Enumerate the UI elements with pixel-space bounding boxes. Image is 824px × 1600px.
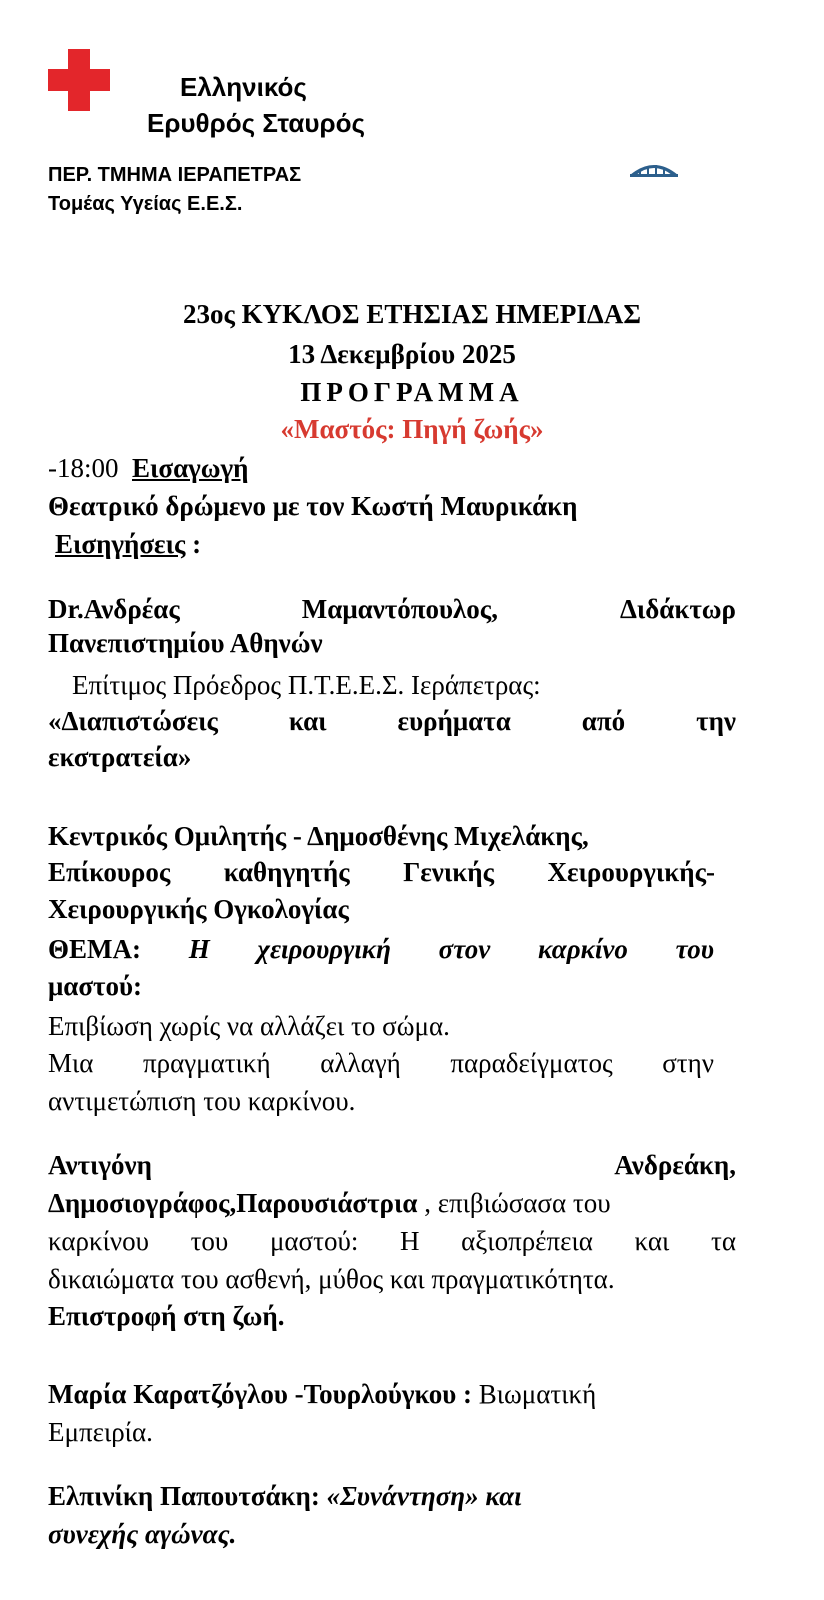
speaker2-desc2-line: [48, 1047, 714, 1079]
speaker3-topic-word: Η: [399, 1226, 420, 1256]
speaker2-word: Επίκουρος: [48, 857, 171, 887]
speaker3-topic-end: Επιστροφή στη ζωή.: [48, 1301, 285, 1331]
speaker1-topic-line: [48, 705, 736, 737]
speaker2-desc-word: παραδείγματος: [450, 1048, 613, 1078]
speaker5-name: Ελπινίκη Παπουτσάκη:: [48, 1481, 320, 1511]
speaker3-topic-word: και: [634, 1226, 670, 1256]
intro-time: -18:00: [48, 453, 119, 483]
speaker2-desc-word: Μια: [48, 1048, 94, 1078]
speaker2-desc3: αντιμετώπιση του καρκίνου.: [48, 1086, 356, 1116]
speaker2-theme-word: του: [675, 934, 714, 964]
speaker3-topic-word: αξιοπρέπεια: [461, 1226, 593, 1256]
speaker2-desc1: Επιβίωση χωρίς να αλλάζει το σώμα.: [48, 1011, 450, 1041]
speaker5-topic: «Συνάντηση» και: [319, 1481, 522, 1511]
speaker2-word: Χειρουργικής-: [547, 857, 715, 887]
speaker3-role-rest: , επιβιώσασα του: [417, 1188, 611, 1218]
speaker2-theme-end: μαστού:: [48, 971, 143, 1001]
speaker1-word: Μαμαντόπουλος,: [301, 594, 498, 624]
org-name-line2: Ερυθρός Σταυρός: [147, 108, 365, 138]
speaker5-line: [48, 1480, 522, 1512]
speaker1-role: Επίτιμος Πρόεδρος Π.Τ.Ε.Ε.Σ. Ιεράπετρας:: [72, 670, 541, 700]
speaker1-topic-word: και: [288, 706, 327, 736]
department-line2: Τομέας Υγείας Ε.Ε.Σ.: [48, 193, 243, 215]
intro-line: [48, 452, 248, 484]
event-title: 23ος ΚΥΚΛΟΣ ΕΤΗΣΙΑΣ ΗΜΕΡΙΔΑΣ: [183, 299, 641, 329]
talks-heading: [55, 528, 201, 560]
speaker2-desc-word: αλλαγή: [320, 1048, 401, 1078]
event-subtitle: «Μαστός: Πηγή ζωής»: [280, 414, 544, 444]
speaker2-desc-word: στην: [662, 1048, 714, 1078]
theatre-line: Θεατρικό δρώμενο με τον Κωστή Μαυρικάκη: [48, 491, 578, 521]
program-heading: ΠΡΟΓΡΑΜΜΑ: [300, 377, 524, 407]
speaker3-topic-line: [48, 1225, 736, 1257]
org-name-line1: Ελληνικός: [180, 72, 307, 102]
speaker2-theme-word: χειρουργική: [257, 934, 391, 964]
speaker2-theme-line: [48, 933, 714, 965]
partner-logo-icon: [628, 159, 680, 179]
speaker1-topic-word: από: [581, 706, 626, 736]
speaker2-theme-word: καρκίνο: [537, 934, 628, 964]
talks-label: Εισηγήσεις: [55, 529, 186, 559]
speaker3-topic-word: μαστού:: [269, 1226, 359, 1256]
event-date: 13 Δεκεμβρίου 2025: [288, 339, 516, 369]
red-cross-logo-horizontal: [48, 69, 110, 91]
speaker3-topic-cont: δικαιώματα του ασθενή, μύθος και πραγματικότητα.: [48, 1264, 615, 1294]
speaker4-name: Μαρία Καρατζόγλου -Τουρλούγκου :: [48, 1379, 472, 1409]
speaker2-theme-word: ΘΕΜΑ:: [48, 934, 141, 964]
speaker3-last-name: Ανδρεάκη,: [614, 1150, 736, 1180]
speaker1-topic-end: εκστρατεία»: [48, 742, 192, 772]
speaker4-desc-end: Εμπειρία.: [48, 1417, 153, 1447]
department-line1: ΠΕΡ. ΤΜΗΜΑ ΙΕΡΑΠΕΤΡΑΣ: [48, 164, 302, 186]
speaker3-topic-word: τα: [710, 1226, 736, 1256]
speaker3-topic-word: καρκίνου: [48, 1226, 149, 1256]
speaker1-affiliation: Πανεπιστημίου Αθηνών: [48, 628, 323, 658]
speaker2-theme-word: Η: [188, 934, 210, 964]
speaker3-topic-word: του: [190, 1226, 229, 1256]
speaker2-word: καθηγητής: [223, 857, 350, 887]
speaker4-desc: Βιωματική: [471, 1379, 597, 1409]
intro-label: Εισαγωγή: [132, 453, 249, 483]
speaker5-topic-end: συνεχής αγώνας.: [48, 1519, 237, 1549]
speaker2-title-line: [48, 856, 715, 888]
speaker3-role-line: [48, 1187, 611, 1219]
speaker1-topic-word: ευρήματα: [397, 706, 511, 736]
talks-colon: :: [185, 529, 202, 559]
speaker2-desc-word: πραγματική: [143, 1048, 271, 1078]
speaker2-specialty: Χειρουργικής Ογκολογίας: [48, 894, 349, 924]
speaker4-line: [48, 1378, 596, 1410]
speaker1-topic-word: την: [696, 706, 736, 736]
speaker2-theme-word: στον: [438, 934, 491, 964]
speaker1-word: Διδάκτωρ: [619, 594, 736, 624]
speaker1-name-line: [48, 593, 736, 625]
speaker3-name-line: [48, 1149, 736, 1181]
speaker2-name: Κεντρικός Ομιλητής - Δημοσθένης Μιχελάκης,: [48, 821, 589, 851]
speaker2-word: Γενικής: [403, 857, 494, 887]
speaker3-first-name: Αντιγόνη: [48, 1150, 152, 1180]
speaker1-word: Dr.Ανδρέας: [48, 594, 180, 624]
speaker1-topic-word: «Διαπιστώσεις: [48, 706, 218, 736]
speaker3-role: Δημοσιογράφος,Παρουσιάστρια: [48, 1188, 418, 1218]
